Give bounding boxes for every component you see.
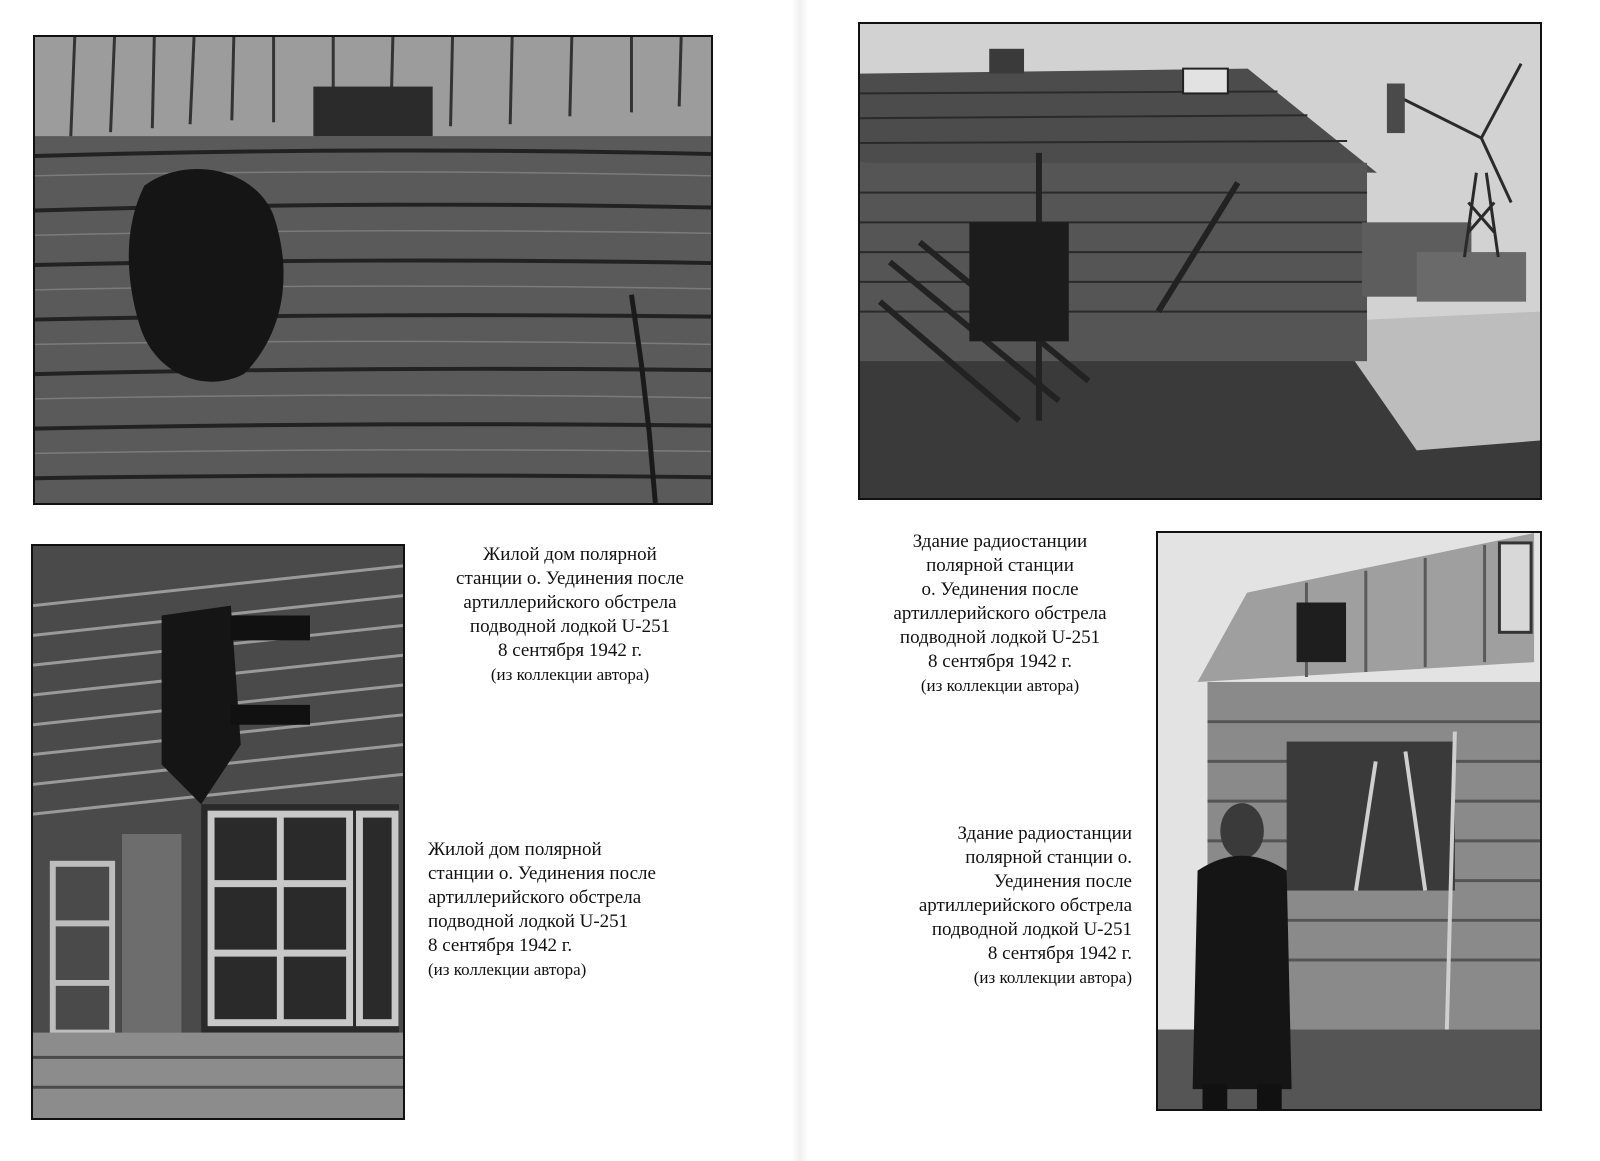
caption-line: подводной лодкой U-251 bbox=[469, 616, 671, 637]
caption-credit: (из коллекции автора) bbox=[920, 676, 1080, 695]
photo-house-facade-image bbox=[33, 546, 403, 1118]
photo-radio-station-person bbox=[1156, 531, 1542, 1111]
caption-credit: (из коллекции автора) bbox=[428, 960, 587, 979]
photo-house-facade-windows bbox=[31, 544, 405, 1120]
caption-line: Здание радиостанции bbox=[912, 531, 1088, 552]
caption-line: полярной станции о. bbox=[965, 847, 1132, 868]
caption-line: о. Уединения после bbox=[921, 579, 1079, 600]
caption-line: станции о. Уединения после bbox=[428, 863, 656, 884]
caption-credit: (из коллекции автора) bbox=[973, 968, 1132, 987]
photo-log-wall-image bbox=[35, 37, 711, 503]
caption-line: подводной лодкой U-251 bbox=[931, 919, 1132, 940]
photo-radio-station-building bbox=[858, 22, 1542, 500]
caption-line: артиллерийского обстрела bbox=[463, 592, 677, 613]
caption-radio-station-1 bbox=[845, 530, 1155, 698]
caption-line: 8 сентября 1942 г. bbox=[428, 935, 573, 956]
photo-radio-station-person-image bbox=[1158, 533, 1540, 1109]
photo-log-wall-damage bbox=[33, 35, 713, 505]
caption-radio-station-2 bbox=[820, 822, 1132, 990]
caption-line: станции о. Уединения после bbox=[456, 568, 684, 589]
book-spine bbox=[792, 0, 808, 1161]
caption-residential-house-1 bbox=[420, 543, 720, 687]
caption-line: подводной лодкой U-251 bbox=[428, 911, 629, 932]
caption-line: 8 сентября 1942 г. bbox=[987, 943, 1132, 964]
caption-line: Жилой дом полярной bbox=[428, 839, 602, 860]
caption-line: Жилой дом полярной bbox=[483, 544, 657, 565]
caption-line: артиллерийского обстрела bbox=[428, 887, 642, 908]
caption-line: 8 сентября 1942 г. bbox=[497, 640, 643, 661]
photo-radio-station-image bbox=[860, 24, 1540, 498]
caption-line: подводной лодкой U-251 bbox=[899, 627, 1101, 648]
caption-line: Здание радиостанции bbox=[957, 823, 1132, 844]
caption-line: артиллерийского обстрела bbox=[893, 603, 1107, 624]
caption-line: артиллерийского обстрела bbox=[918, 895, 1132, 916]
caption-line: полярной станции bbox=[926, 555, 1074, 576]
caption-credit: (из коллекции автора) bbox=[490, 665, 650, 684]
caption-residential-house-2 bbox=[428, 838, 748, 982]
caption-line: 8 сентября 1942 г. bbox=[927, 651, 1073, 672]
caption-line: Уединения после bbox=[993, 871, 1132, 892]
